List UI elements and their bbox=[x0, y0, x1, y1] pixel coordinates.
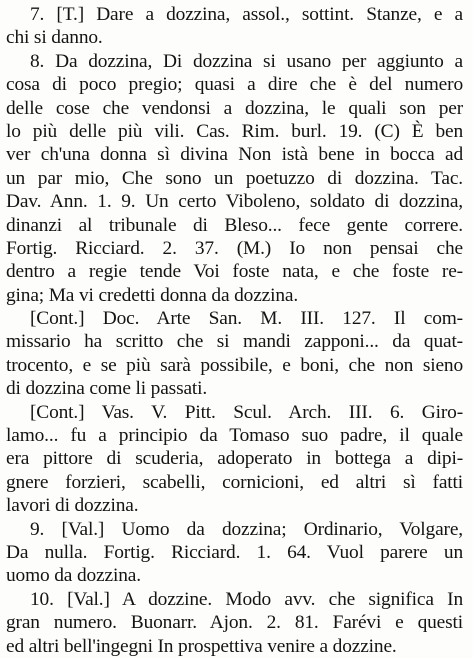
text-line: trocento, e se più sarà possibile, e boni, che non sieno bbox=[6, 354, 463, 376]
text-line: 10. [Val.] A dozzine. Modo avv. che significa In bbox=[30, 588, 463, 610]
text-line: chi si danno. bbox=[6, 27, 103, 49]
text-line: Da nulla. Fortig. Ricciard. 1. 64. Vuol parere un bbox=[6, 541, 463, 563]
text-line: delle cose che vendonsi a dozzina, le quali son per bbox=[6, 97, 463, 119]
text-line: cosa di poco pregio; quasi a dire che è del numero bbox=[6, 74, 463, 96]
text-line: 9. [Val.] Uomo da dozzina; Ordinario, Volgare, bbox=[30, 518, 463, 540]
text-line: gran numero. Buonarr. Ajon. 2. 81. Farévi e questi bbox=[6, 612, 463, 634]
text-line: [Cont.] Doc. Arte San. M. III. 127. Il com- bbox=[30, 308, 463, 330]
text-line: di dozzina come li passati. bbox=[6, 378, 208, 400]
text-line: uomo da dozzina. bbox=[6, 565, 141, 587]
text-line: gina; Ma vi credetti donna da dozzina. bbox=[6, 284, 299, 306]
text-line: [Cont.] Vas. V. Pitt. Scul. Arch. III. 6. Giro- bbox=[30, 401, 463, 423]
entry-body bbox=[6, 3, 463, 658]
text-line: 8. Da dozzina, Di dozzina si usano per aggiunto a bbox=[30, 50, 463, 72]
text-line: lamo... fu a principio da Tomaso suo padre, il quale bbox=[6, 425, 463, 447]
text-line: gnere forzieri, scabelli, cornicioni, ed altri sì fatti bbox=[6, 471, 463, 493]
text-line: lavori di dozzina. bbox=[6, 495, 139, 517]
text-line: Dav. Ann. 1. 9. Un certo Viboleno, soldato di dozzina, bbox=[6, 191, 463, 213]
text-line: 7. [T.] Dare a dozzina, assol., sottint. Stanze, e a bbox=[30, 4, 463, 25]
text-line: dentro a regie tende Voi foste nata, e che foste re- bbox=[6, 261, 463, 283]
text-line: Fortig. Ricciard. 2. 37. (M.) Io non pensai che bbox=[6, 237, 463, 259]
text-line: lo più delle più vili. Cas. Rim. burl. 19. (C) È ben bbox=[6, 120, 463, 142]
text-line: missario ha scritto che si mandi zapponi... da quat- bbox=[6, 331, 463, 353]
text-line: dinanzi al tribunale di Bleso... fece gente correre. bbox=[6, 214, 463, 236]
text-line: ver ch'una donna sì divina Non istà bene in bocca ad bbox=[6, 144, 463, 166]
text-line: era pittore di scuderia, adoperato in bottega a dipi- bbox=[6, 448, 463, 470]
text-line: un par mio, Che sono un poetuzzo di dozzina. Tac. bbox=[6, 167, 463, 189]
text-line: ed altri bell'ingegni In prospettiva venire a dozzine. bbox=[6, 635, 397, 657]
